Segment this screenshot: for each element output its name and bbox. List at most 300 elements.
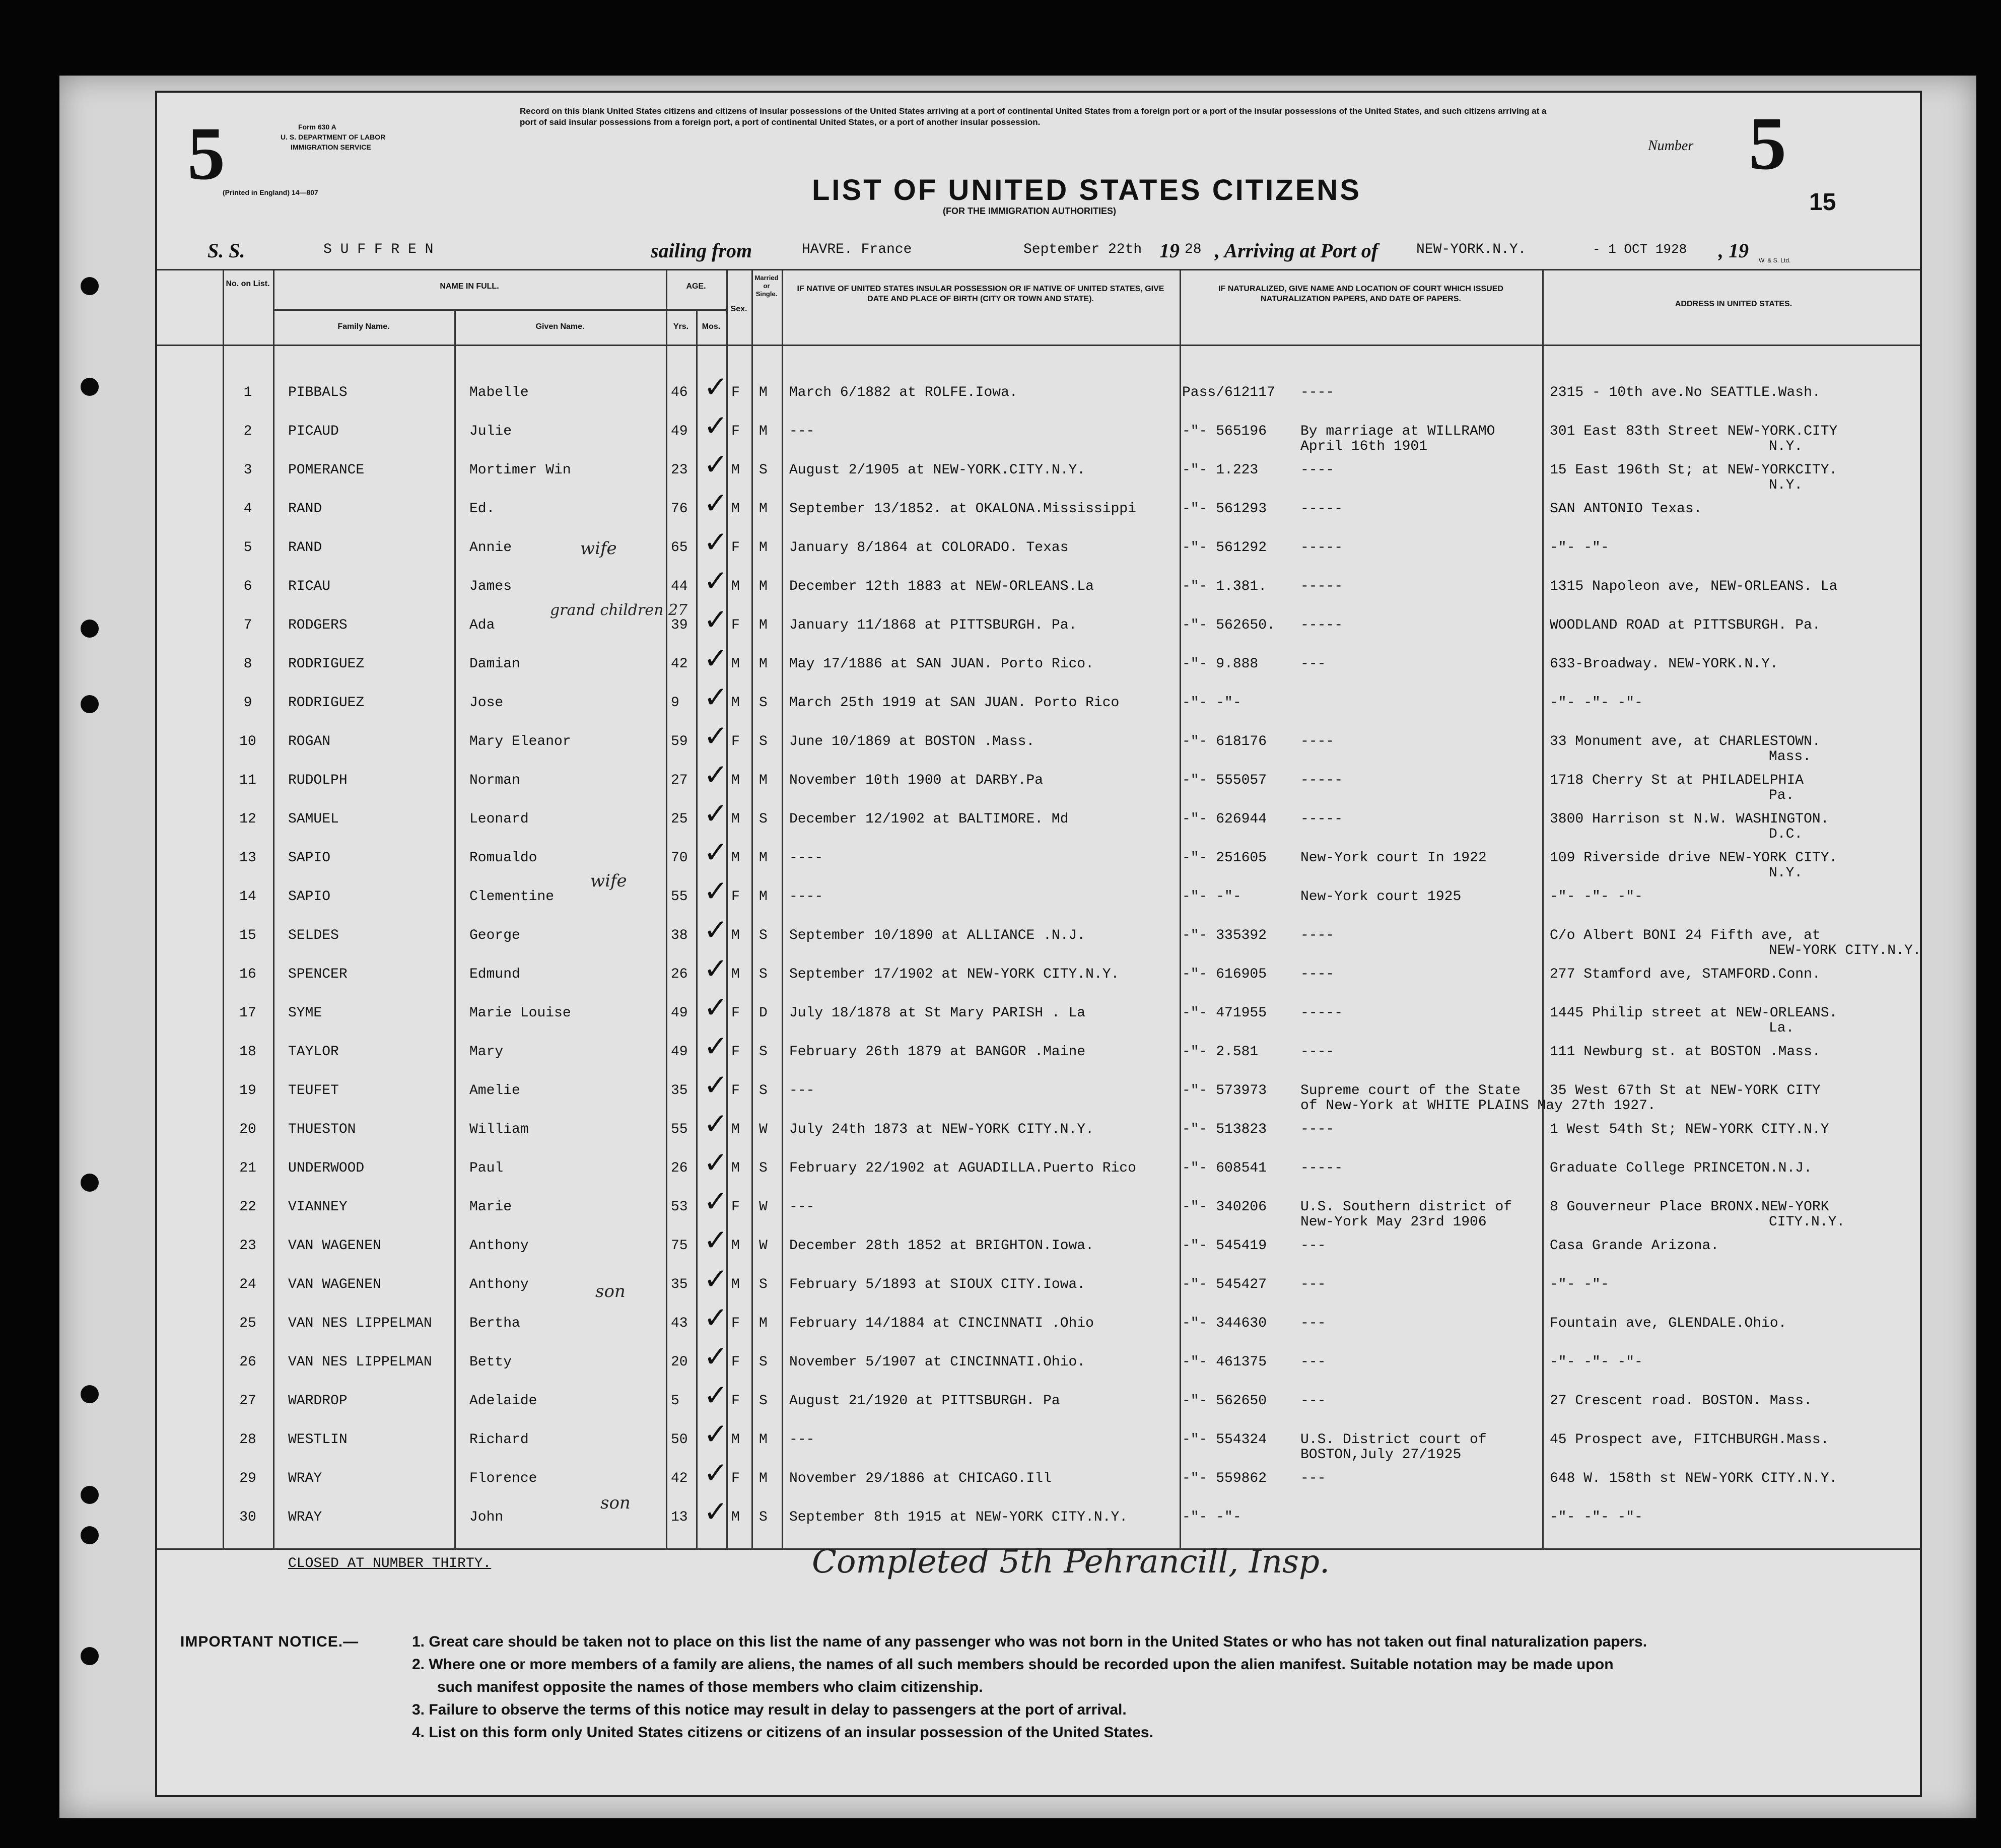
manifest-page: [59, 76, 1976, 1818]
family-name: VAN WAGENEN: [288, 1277, 381, 1292]
naturalization-court: ----: [1300, 928, 1335, 943]
row-number: 19: [239, 1083, 256, 1099]
birth-details: March 6/1882 at ROLFE.Iowa.: [789, 385, 1018, 400]
us-address: 633-Broadway. NEW-YORK.N.Y.: [1550, 656, 1778, 672]
age-years: 49: [671, 1044, 688, 1060]
verification-check-mark: ✓: [704, 564, 728, 598]
header-given-name: Given Name.: [535, 322, 585, 331]
notice-item: 4. List on this form only United States citizens or citizens of an insular possession of the United States.: [412, 1724, 1153, 1741]
inspector-signature: Completed 5th Pehrancill, Insp.: [812, 1543, 1330, 1581]
family-name: VAN NES LIPPELMAN: [288, 1354, 432, 1370]
naturalization-court: ----: [1300, 1044, 1335, 1060]
notice-item: 1. Great care should be taken not to place on this list the name of any passenger who was not born in the United States or who has not taken out final naturalization papers.: [412, 1633, 1647, 1650]
notice-item: 3. Failure to observe the terms of this notice may result in delay to passengers at the port of arrival.: [412, 1701, 1127, 1718]
passport-number: -"- 555057: [1182, 773, 1267, 788]
naturalization-court: -----: [1300, 773, 1343, 788]
us-address: 1315 Napoleon ave, NEW-ORLEANS. La: [1550, 579, 1838, 594]
table-row: [157, 990, 1920, 1044]
note-son: son: [600, 1493, 631, 1513]
naturalization-court: ---: [1300, 1354, 1326, 1370]
row-number: 13: [239, 850, 256, 866]
verification-check-mark: ✓: [704, 408, 728, 443]
punch-hole: [81, 378, 99, 396]
passport-number: -"- 251605: [1182, 850, 1267, 866]
marital-status: S: [759, 734, 768, 749]
row-number: 28: [239, 1432, 256, 1448]
row-number: 11: [239, 773, 256, 788]
verification-check-mark: ✓: [704, 602, 728, 637]
passport-number: -"- 626944: [1182, 811, 1267, 827]
given-name: Jose: [469, 695, 504, 711]
arriving-label: , Arriving at Port of: [1215, 239, 1378, 262]
us-address: 8 Gouverneur Place BRONX.NEW-YORK: [1550, 1199, 1829, 1215]
passport-number: -"- 562650: [1182, 1393, 1267, 1409]
age-years: 9: [671, 695, 679, 711]
marital-status: S: [759, 928, 768, 943]
row-number: 9: [243, 695, 252, 711]
us-address: Fountain ave, GLENDALE.Ohio.: [1550, 1316, 1787, 1331]
us-address: 1718 Cherry St at PHILADELPHIA: [1550, 773, 1804, 788]
sex: F: [731, 540, 740, 556]
birth-details: July 24th 1873 at NEW-YORK CITY.N.Y.: [789, 1122, 1094, 1137]
passport-number: -"- 565196: [1182, 424, 1267, 439]
marital-status: M: [759, 618, 768, 633]
birth-details: March 25th 1919 at SAN JUAN. Porto Rico: [789, 695, 1120, 711]
naturalization-court: ---: [1300, 1393, 1326, 1409]
sailing-year: 28: [1185, 242, 1202, 257]
family-name: WRAY: [288, 1510, 322, 1525]
sex: F: [731, 424, 740, 439]
family-name: POMERANCE: [288, 462, 365, 478]
row-number: 12: [239, 811, 256, 827]
verification-check-mark: ✓: [704, 525, 728, 559]
naturalization-court-line2: April 16th 1901: [1300, 439, 1428, 454]
header-naturalized: IF NATURALIZED, GIVE NAME AND LOCATION OF COURT WHICH ISSUED NATURALIZATION PAPERS, AND DATE OF PAPERS.: [1218, 285, 1503, 303]
year-prefix: 19: [1159, 239, 1180, 262]
us-address-line2: NEW-YORK CITY.N.Y.: [1769, 943, 1921, 959]
sex: F: [731, 1354, 740, 1370]
arrival-date: - 1 OCT 1928: [1593, 242, 1687, 257]
age-years: 75: [671, 1238, 688, 1254]
marital-status: M: [759, 540, 768, 556]
verification-check-mark: ✓: [704, 951, 728, 986]
table-row: [157, 486, 1920, 539]
verification-check-mark: ✓: [704, 1068, 728, 1102]
us-address: -"- -"- -"-: [1550, 695, 1643, 711]
us-address: 45 Prospect ave, FITCHBURGH.Mass.: [1550, 1432, 1829, 1448]
age-years: 59: [671, 734, 688, 749]
us-address: 1445 Philip street at NEW-ORLEANS.: [1550, 1005, 1838, 1021]
given-name: Marie: [469, 1199, 512, 1215]
row-number: 4: [243, 501, 252, 517]
naturalization-court: ---: [1300, 1316, 1326, 1331]
table-header-rule: [157, 345, 1920, 346]
row-number: 7: [243, 618, 252, 633]
sex: M: [731, 928, 740, 943]
us-address-line2: N.Y.: [1769, 477, 1803, 493]
given-name: Ed.: [469, 501, 495, 517]
marital-status: M: [759, 773, 768, 788]
age-years: 70: [671, 850, 688, 866]
ship-name: S U F F R E N: [323, 242, 434, 257]
table-row: [157, 758, 1920, 811]
passport-number: Pass/612117: [1182, 385, 1275, 400]
passport-number: -"- 616905: [1182, 967, 1267, 982]
verification-check-mark: ✓: [704, 1029, 728, 1063]
family-name: SAPIO: [288, 889, 331, 905]
table-row: [157, 564, 1920, 617]
family-name: PIBBALS: [288, 385, 348, 400]
given-name: Norman: [469, 773, 520, 788]
sex: M: [731, 850, 740, 866]
age-years: 42: [671, 1471, 688, 1486]
arrival-year: , 19: [1718, 239, 1749, 262]
marital-status: M: [759, 424, 768, 439]
marital-status: M: [759, 1316, 768, 1331]
row-number: 16: [239, 967, 256, 982]
marital-status: S: [759, 1354, 768, 1370]
age-years: 13: [671, 1510, 688, 1525]
us-address-line2: Mass.: [1769, 749, 1812, 765]
birth-details: December 12/1902 at BALTIMORE. Md: [789, 811, 1069, 827]
row-number: 20: [239, 1122, 256, 1137]
naturalization-court-line2: New-York May 23rd 1906: [1300, 1214, 1487, 1230]
verification-check-mark: ✓: [704, 1494, 728, 1529]
us-address-line2: Pa.: [1769, 788, 1795, 803]
us-address: 301 East 83th Street NEW-YORK.CITY: [1550, 424, 1838, 439]
marital-status: M: [759, 579, 768, 594]
birth-details: November 10th 1900 at DARBY.Pa: [789, 773, 1044, 788]
punch-hole: [81, 277, 99, 295]
sex: M: [731, 501, 740, 517]
sheet-number: 15: [1809, 189, 1836, 216]
header-married-single: Married or Single.: [754, 274, 779, 298]
birth-details: February 22/1902 at AGUADILLA.Puerto Rico: [789, 1160, 1136, 1176]
notice-item: 2. Where one or more members of a family are aliens, the names of all such members should be recorded upon the alien manifest. Suitable notation may be made upon: [412, 1656, 1614, 1673]
marital-status: W: [759, 1238, 768, 1254]
given-name: Richard: [469, 1432, 529, 1448]
punch-hole: [81, 1174, 99, 1192]
age-years: 25: [671, 811, 688, 827]
us-address: C/o Albert BONI 24 Fifth ave, at: [1550, 928, 1821, 943]
closing-line: CLOSED AT NUMBER THIRTY.: [288, 1556, 492, 1571]
age-years: 49: [671, 1005, 688, 1021]
sex: M: [731, 1510, 740, 1525]
row-number: 18: [239, 1044, 256, 1060]
family-name: UNDERWOOD: [288, 1160, 365, 1176]
sex: F: [731, 1316, 740, 1331]
number-label: Number: [1648, 138, 1694, 154]
given-name: Betty: [469, 1354, 512, 1370]
marital-status: S: [759, 1044, 768, 1060]
naturalization-court: -----: [1300, 1005, 1343, 1021]
family-name: VAN NES LIPPELMAN: [288, 1316, 432, 1331]
family-name: RAND: [288, 501, 322, 517]
sex: M: [731, 1238, 740, 1254]
table-row: [157, 1145, 1920, 1199]
passport-number: -"- -"-: [1182, 695, 1241, 711]
passport-number: -"- 2.581: [1182, 1044, 1259, 1060]
table-row: [157, 1029, 1920, 1082]
given-name: Julie: [469, 424, 512, 439]
passport-number: -"- 545427: [1182, 1277, 1267, 1292]
birth-details: January 11/1868 at PITTSBURGH. Pa.: [789, 618, 1077, 633]
punch-hole: [81, 1526, 99, 1544]
table-top-rule: [157, 269, 1920, 270]
given-name: Mabelle: [469, 385, 529, 400]
header-name-in-full: NAME IN FULL.: [440, 282, 499, 291]
passport-number: -"- -"-: [1182, 889, 1241, 905]
form-number: Form 630 A: [298, 123, 336, 131]
verification-check-mark: ✓: [704, 796, 728, 831]
passport-number: -"- -"-: [1182, 1510, 1241, 1525]
given-name: Anthony: [469, 1277, 529, 1292]
verification-check-mark: ✓: [704, 1184, 728, 1218]
table-row: [157, 370, 1920, 423]
naturalization-court: U.S. District court of: [1300, 1432, 1487, 1448]
verification-check-mark: ✓: [704, 835, 728, 869]
us-address: 35 West 67th St at NEW-YORK CITY: [1550, 1083, 1821, 1099]
punch-hole: [81, 695, 99, 713]
naturalization-court: New-York court 1925: [1300, 889, 1462, 905]
age-years: 42: [671, 656, 688, 672]
marital-status: M: [759, 656, 768, 672]
marital-status: M: [759, 501, 768, 517]
age-years: 50: [671, 1432, 688, 1448]
given-name: Bertha: [469, 1316, 520, 1331]
row-number: 15: [239, 928, 256, 943]
sex: M: [731, 811, 740, 827]
header-birth: IF NATIVE OF UNITED STATES INSULAR POSSESSION OR IF NATIVE OF UNITED STATES, GIVE DATE AND PLACE OF BIRTH (CITY OR TOWN AND STATE).: [797, 285, 1164, 303]
sex: F: [731, 1005, 740, 1021]
printed-line: (Printed in England) 14—807: [223, 188, 318, 196]
us-address: -"- -"- -"-: [1550, 1510, 1643, 1525]
header-family-name: Family Name.: [337, 322, 390, 331]
us-address: -"- -"- -"-: [1550, 1354, 1643, 1370]
age-years: 55: [671, 889, 688, 905]
sailing-date: September 22th: [1023, 242, 1142, 257]
passport-number: -"- 9.888: [1182, 656, 1259, 672]
birth-details: August 2/1905 at NEW-YORK.CITY.N.Y.: [789, 462, 1086, 478]
marital-status: S: [759, 462, 768, 478]
age-years: 76: [671, 501, 688, 517]
family-name: SAMUEL: [288, 811, 339, 827]
given-name: Adelaide: [469, 1393, 537, 1409]
birth-details: February 14/1884 at CINCINNATI .Ohio: [789, 1316, 1094, 1331]
given-name: James: [469, 579, 512, 594]
passport-number: -"- 461375: [1182, 1354, 1267, 1370]
age-years: 55: [671, 1122, 688, 1137]
passport-number: -"- 618176: [1182, 734, 1267, 749]
us-address: 27 Crescent road. BOSTON. Mass.: [1550, 1393, 1812, 1409]
passport-number: -"- 513823: [1182, 1122, 1267, 1137]
marital-status: W: [759, 1122, 768, 1137]
given-name: Anthony: [469, 1238, 529, 1254]
naturalization-court: ---: [1300, 1471, 1326, 1486]
birth-details: February 5/1893 at SIOUX CITY.Iowa.: [789, 1277, 1086, 1292]
verification-check-mark: ✓: [704, 1417, 728, 1451]
note-wife: wife: [590, 871, 627, 891]
verification-check-mark: ✓: [704, 1223, 728, 1257]
age-years: 39: [671, 618, 688, 633]
birth-details: September 10/1890 at ALLIANCE .N.J.: [789, 928, 1086, 943]
given-name: Annie: [469, 540, 512, 556]
row-number: 10: [239, 734, 256, 749]
passport-number: -"- 1.381.: [1182, 579, 1267, 594]
verification-check-mark: ✓: [704, 1262, 728, 1296]
row-number: 3: [243, 462, 252, 478]
given-name: William: [469, 1122, 529, 1137]
given-name: Mary: [469, 1044, 504, 1060]
birth-details: September 17/1902 at NEW-YORK CITY.N.Y.: [789, 967, 1120, 982]
name-subheader-rule: [273, 309, 666, 311]
marital-status: S: [759, 1160, 768, 1176]
age-years: 35: [671, 1083, 688, 1099]
given-name: George: [469, 928, 520, 943]
row-number: 30: [239, 1510, 256, 1525]
sex: M: [731, 579, 740, 594]
marital-status: S: [759, 695, 768, 711]
table-row: [157, 680, 1920, 733]
verification-check-mark: ✓: [704, 1378, 728, 1412]
birth-details: ---: [789, 1083, 815, 1099]
passport-number: -"- 1.223: [1182, 462, 1259, 478]
family-name: TAYLOR: [288, 1044, 339, 1060]
naturalization-court: ---: [1300, 656, 1326, 672]
sex: F: [731, 889, 740, 905]
naturalization-court: -----: [1300, 579, 1343, 594]
family-name: RUDOLPH: [288, 773, 348, 788]
verification-check-mark: ✓: [704, 874, 728, 908]
sex: M: [731, 967, 740, 982]
family-name: RODGERS: [288, 618, 348, 633]
us-address-line2: D.C.: [1769, 827, 1803, 842]
passport-number: -"- 545419: [1182, 1238, 1267, 1254]
passport-number: -"- 554324: [1182, 1432, 1267, 1448]
given-name: Clementine: [469, 889, 555, 905]
header-months: Mos.: [702, 322, 721, 331]
naturalization-court: ---: [1300, 1238, 1326, 1254]
record-instructions: Record on this blank United States citizens and citizens of insular possessions of the United States arriving at a port of continental United States from a foreign port or a port of the insular possessions of the United States, and such citizens arriving at a port of said insular possessions from a foreign port, a port of continental United States, or a port of another insular possession.: [520, 106, 1547, 127]
naturalization-court: ----: [1300, 462, 1335, 478]
age-years: 43: [671, 1316, 688, 1331]
row-number: 5: [243, 540, 252, 556]
verification-check-mark: ✓: [704, 758, 728, 792]
department-line: U. S. DEPARTMENT OF LABOR: [281, 133, 386, 141]
naturalization-court: Supreme court of the State: [1300, 1083, 1521, 1099]
punch-hole: [81, 1385, 99, 1403]
punch-hole: [81, 1486, 99, 1504]
given-name: Ada: [469, 618, 495, 633]
age-years: 5: [671, 1393, 679, 1409]
page-number: 5: [187, 112, 225, 195]
naturalization-court-line2: BOSTON,July 27/1925: [1300, 1447, 1462, 1463]
list-number: 5: [1749, 102, 1786, 185]
table-row: [157, 1223, 1920, 1276]
naturalization-court: By marriage at WILLRAMO: [1300, 424, 1495, 439]
sex: F: [731, 1199, 740, 1215]
family-name: ROGAN: [288, 734, 331, 749]
us-address: 3800 Harrison st N.W. WASHINGTON.: [1550, 811, 1829, 827]
sex: M: [731, 462, 740, 478]
birth-details: ---: [789, 1432, 815, 1448]
birth-details: ----: [789, 850, 823, 866]
table-row: [157, 1339, 1920, 1393]
naturalization-court: -----: [1300, 618, 1343, 633]
row-number: 29: [239, 1471, 256, 1486]
sex: F: [731, 1083, 740, 1099]
verification-check-mark: ✓: [704, 1339, 728, 1374]
row-number: 6: [243, 579, 252, 594]
note-grand-children: grand children 27: [550, 601, 688, 619]
marital-status: M: [759, 850, 768, 866]
birth-details: July 18/1878 at St Mary PARISH . La: [789, 1005, 1086, 1021]
table-row: [157, 641, 1920, 695]
verification-check-mark: ✓: [704, 719, 728, 753]
punch-hole: [81, 620, 99, 638]
naturalization-court: -----: [1300, 811, 1343, 827]
form-title: LIST OF UNITED STATES CITIZENS: [812, 174, 1361, 207]
header-age: AGE.: [686, 282, 706, 291]
sex: F: [731, 618, 740, 633]
age-years: 23: [671, 462, 688, 478]
birth-details: November 5/1907 at CINCINNATI.Ohio.: [789, 1354, 1086, 1370]
naturalization-court: ----: [1300, 385, 1335, 400]
marital-status: M: [759, 385, 768, 400]
passport-number: -"- 561292: [1182, 540, 1267, 556]
row-number: 8: [243, 656, 252, 672]
passport-number: -"- 608541: [1182, 1160, 1267, 1176]
row-number: 27: [239, 1393, 256, 1409]
marital-status: S: [759, 811, 768, 827]
sex: M: [731, 1277, 740, 1292]
header-address: ADDRESS IN UNITED STATES.: [1675, 300, 1792, 308]
family-name: WARDROP: [288, 1393, 348, 1409]
row-number: 17: [239, 1005, 256, 1021]
birth-details: August 21/1920 at PITTSBURGH. Pa: [789, 1393, 1060, 1409]
age-years: 49: [671, 424, 688, 439]
verification-check-mark: ✓: [704, 1456, 728, 1490]
age-years: 65: [671, 540, 688, 556]
family-name: WRAY: [288, 1471, 322, 1486]
sex: M: [731, 695, 740, 711]
passport-number: -"- 561293: [1182, 501, 1267, 517]
family-name: SYME: [288, 1005, 322, 1021]
family-name: RODRIGUEZ: [288, 695, 365, 711]
table-row: [157, 1378, 1920, 1431]
family-name: THUESTON: [288, 1122, 356, 1137]
passport-number: -"- 559862: [1182, 1471, 1267, 1486]
given-name: Marie Louise: [469, 1005, 571, 1021]
marital-status: S: [759, 1277, 768, 1292]
birth-details: September 13/1852. at OKALONA.Mississippi: [789, 501, 1136, 517]
naturalization-court: U.S. Southern district of: [1300, 1199, 1512, 1215]
family-name: VIANNEY: [288, 1199, 348, 1215]
note-wife: wife: [580, 538, 617, 559]
birth-details: December 28th 1852 at BRIGHTON.Iowa.: [789, 1238, 1094, 1254]
marital-status: M: [759, 889, 768, 905]
given-name: Damian: [469, 656, 520, 672]
given-name: Amelie: [469, 1083, 520, 1099]
ship-line: [157, 229, 1920, 269]
row-number: 21: [239, 1160, 256, 1176]
family-name: PICAUD: [288, 424, 339, 439]
sex: M: [731, 1160, 740, 1176]
table-row: [157, 719, 1920, 772]
verification-check-mark: ✓: [704, 990, 728, 1024]
table-row: [157, 1301, 1920, 1354]
sailing-label: sailing from: [651, 239, 752, 262]
